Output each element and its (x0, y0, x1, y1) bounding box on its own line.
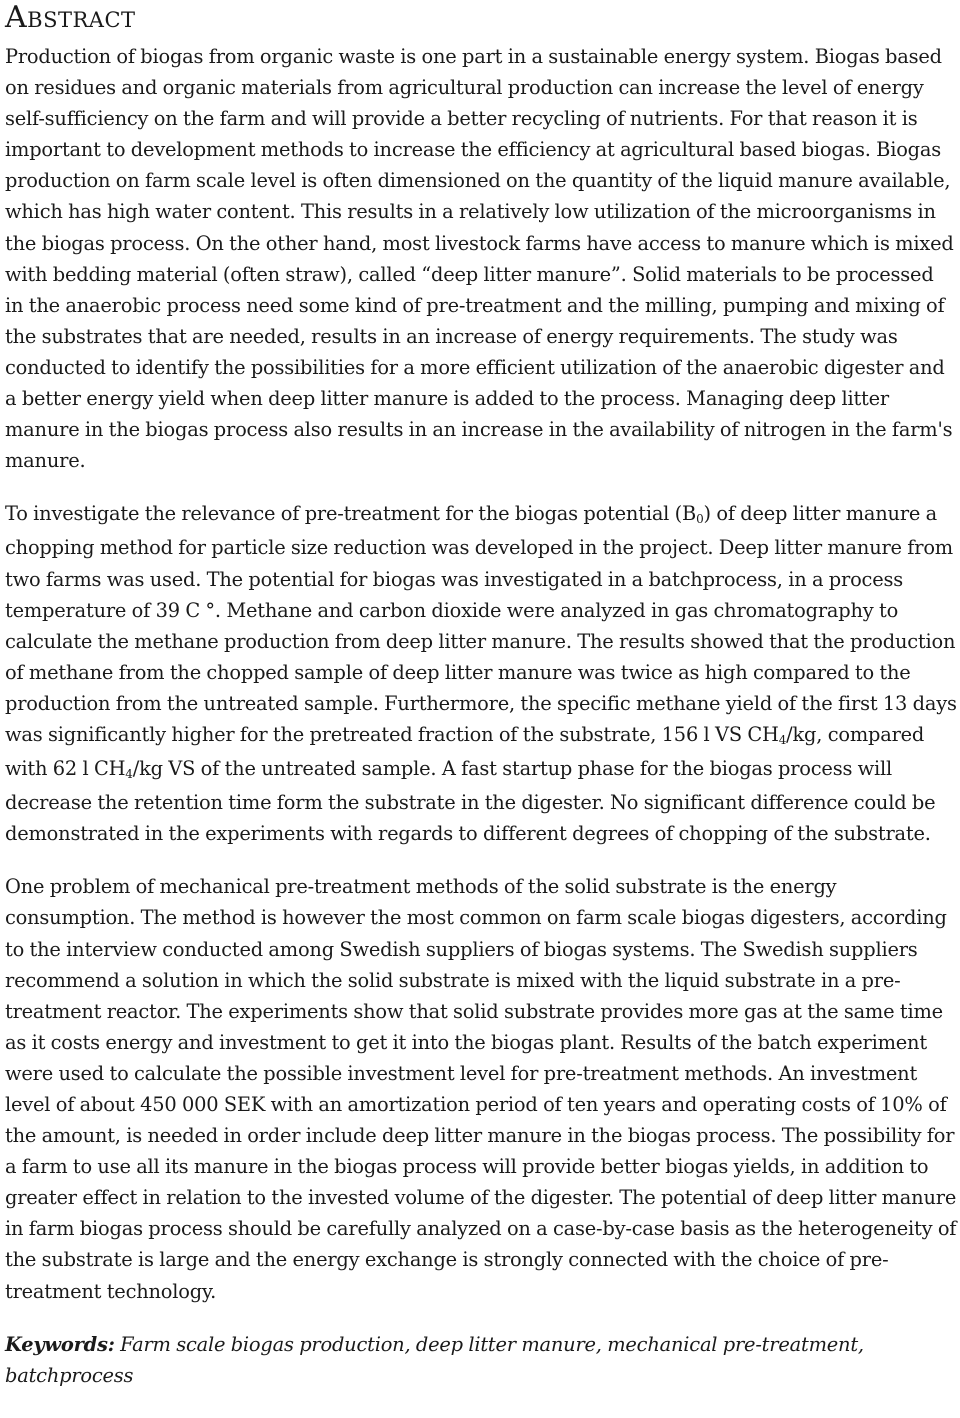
keywords-text: Farm scale biogas production, deep litter manure, mechanical pre-treatment, batchprocess (5, 1332, 864, 1387)
abstract-heading: Abstract (5, 0, 136, 35)
keywords-label: Keywords: (5, 1332, 115, 1356)
abstract-paragraph-3: One problem of mechanical pre-treatment methods of the solid substrate is the energy consumption. The method is however the most common on farm scale biogas digesters, according to the interview conducted among Swedish suppliers of biogas systems. The Swedish suppliers recommend a solution in which the solid substrate is mixed with the liquid substrate in a pre-treatment reactor. The experiments show that solid substrate provides more gas at the same time as it costs energy and investment to get it into the biogas plant. Results of the batch experiment were used to calculate the possible investment level for pre-treatment methods. An investment level of about 450 000 SEK with an amortization period of ten years and operating costs of 10% of the amount, is needed in order include deep litter manure in the biogas process. The possibility for a farm to use all its manure in the biogas process will provide better biogas yields, in addition to greater effect in relation to the invested volume of the digester. The potential of deep litter manure in farm biogas process should be carefully analyzed on a case-by-case basis as the heterogeneity of the substrate is large and the energy exchange is strongly connected with the choice of pre-treatment technology. (5, 875, 957, 1303)
paragraph-2-text-b: ) of deep litter manure a chopping method for particle size reduction was developed in the project. Deep litter manure from two farms was used. The potential for biogas was investigated in a batchprocess, in a process temperature of 39 C °. Methane and carbon dioxide were analyzed in gas chromatography to calculate the methane production from deep litter manure. The results showed that the production of methane from the chopped sample of deep litter manure was twice as high compared to the production from the untreated sample. Furthermore, the specific methane yield of the first 13 days was significantly higher for the pretreated fraction of the substrate, 156 l VS CH (5, 502, 957, 746)
abstract-paragraph-2 (5, 498, 957, 849)
subscript-ch4-1: 4 (778, 732, 787, 747)
paragraph-2-text-d: /kg VS of the untreated sample. A fast startup phase for the biogas process will decrease the retention time form the substrate in the digester. No significant difference could be demonstrated in the experiments with regards to different degrees of chopping of the substrate. (5, 757, 936, 846)
subscript-ch4-2: 4 (125, 766, 133, 781)
keywords-line (5, 1329, 957, 1391)
subscript-b0: 0 (696, 511, 704, 526)
paragraph-2-text-c: /kg, compared with 62 l CH (5, 722, 925, 781)
abstract-paragraph-1: Production of biogas from organic waste is one part in a sustainable energy system. Biogas based on residues and organic materials from agricultural production can increase the level of energy self-sufficiency on the farm and will provide a better recycling of nutrients. For that reason it is important to development methods to increase the efficiency at agricultural based biogas. Biogas production on farm scale level is often dimensioned on the quantity of the liquid manure available, which has high water content. This results in a relatively low utilization of the microorganisms in the biogas process. On the other hand, most livestock farms have access to manure which is mixed with bedding material (often straw), called “deep litter manure”. Solid materials to be processed in the anaerobic process need some kind of pre-treatment and the milling, pumping and mixing of the substrates that are needed, results in an increase of energy requirements. The study was conducted to identify the possibilities for a more efficient utilization of the anaerobic digester and a better energy yield when deep litter manure is added to the process. Managing deep litter manure in the biogas process also results in an increase in the availability of nitrogen in the farm's manure. (5, 45, 954, 473)
document-page (5, 0, 957, 1410)
paragraph-2-text-a: To investigate the relevance of pre-treatment for the biogas potential (B (5, 502, 697, 526)
